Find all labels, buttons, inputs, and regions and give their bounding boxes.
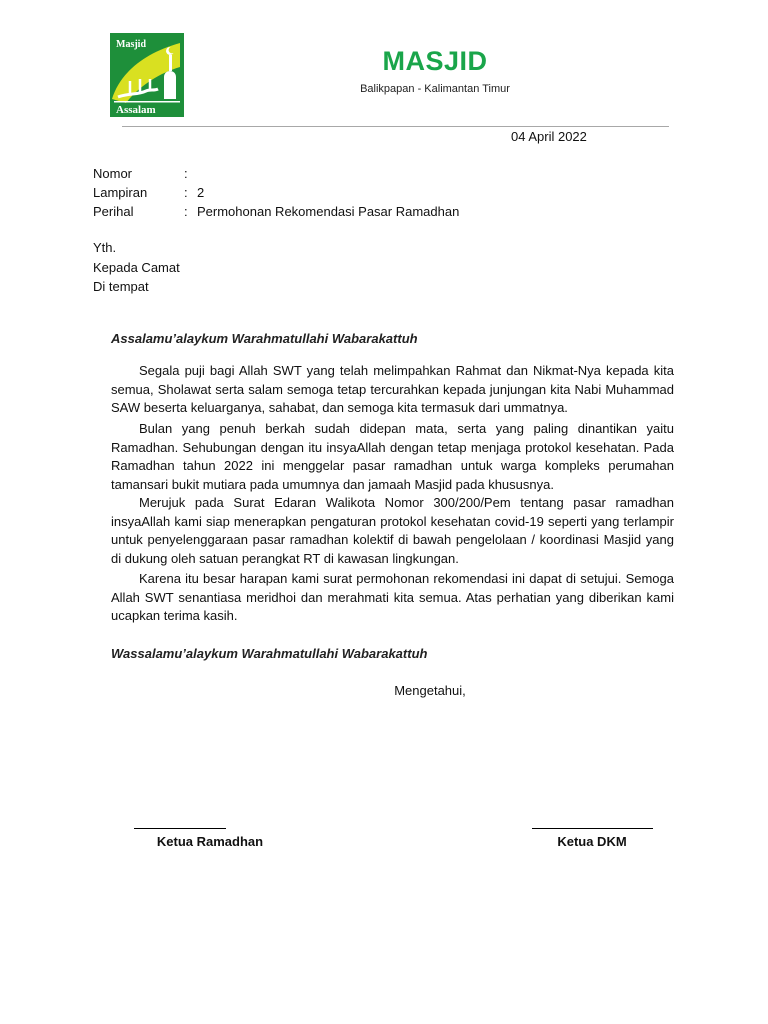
meta-row-perihal	[93, 204, 653, 223]
signature-line-right	[532, 828, 653, 829]
meta-row-nomor	[93, 166, 653, 185]
masjid-logo	[110, 33, 184, 117]
closing-greeting: Wassalamu’alaykum Warahmatullahi Wabarakattuh	[111, 646, 428, 661]
signature-name-right: Ketua DKM	[557, 834, 627, 849]
meta-colon: :	[184, 166, 188, 181]
meta-label: Nomor	[93, 166, 133, 181]
letter-date: 04 April 2022	[511, 129, 587, 144]
address-line-recipient: Kepada Camat	[93, 260, 180, 275]
meta-value: Permohonan Rekomendasi Pasar Ramadhan	[197, 204, 460, 219]
meta-row-lampiran	[93, 185, 653, 204]
logo-text-bottom: Assalam	[116, 104, 156, 116]
meta-label: Lampiran	[93, 185, 148, 200]
opening-greeting: Assalamu’alaykum Warahmatullahi Wabarakattuh	[111, 331, 418, 346]
letterhead-subtitle: Balikpapan - Kalimantan Timur	[360, 83, 510, 95]
signature-name-left: Ketua Ramadhan	[156, 834, 264, 849]
letterhead-title: MASJID	[382, 46, 488, 76]
body-paragraph-3: Merujuk pada Surat Edaran Walikota Nomor 300/200/Pem tentang pasar ramadhan insyaAllah kami siap menerapkan pengaturan protokol kesehatan covid-19 seperti yang terlampir untuk penyelenggaraan pasar ramadhan kolektif di bawah pengelolaan / koordinasi Masjid yang di dukung oleh satuan perangkat RT di kawasan lingkungan.	[111, 495, 674, 566]
meta-label: Perihal	[93, 204, 134, 219]
address-line-place: Di tempat	[93, 279, 149, 294]
header-divider	[122, 126, 669, 127]
body-paragraph-1: Segala puji bagi Allah SWT yang telah melimpahkan Rahmat dan Nikmat-Nya kepada kita semua, Sholawat serta salam semoga tetap tercurahkan kepada junjungan kita Nabi Muhammad SAW beserta keluarganya, sahabat, dan semoga kita termasuk dari ummatnya.	[111, 363, 674, 415]
meta-colon: :	[184, 185, 188, 200]
address-line-yth: Yth.	[93, 240, 117, 255]
mosque-logo-icon	[110, 33, 184, 117]
meta-value: 2	[197, 185, 205, 200]
meta-colon: :	[184, 204, 188, 219]
acknowledgement-label: Mengetahui,	[394, 683, 466, 698]
logo-text-top: Masjid	[116, 39, 146, 50]
signature-line-left	[134, 828, 226, 829]
body-paragraph-4: Karena itu besar harapan kami surat permohonan rekomendasi ini dapat di setujui. Semoga Allah SWT senantiasa meridhoi dan merahmati kita semua. Atas perhatian yang diberikan kami ucapkan terima kasih.	[111, 571, 674, 623]
body-paragraph-2: Bulan yang penuh berkah sudah didepan mata, serta yang paling dinantikan yaitu Ramadhan. Sehubungan dengan itu insyaAllah dengan tetap menjaga protokol kesehatan. Pada Ramadhan tahun 2022 ini menggelar pasar ramadhan untuk warga kompleks perumahan tamansari bukit mutiara pada umumnya dan jamaah Masjid pada khususnya.	[111, 421, 674, 492]
